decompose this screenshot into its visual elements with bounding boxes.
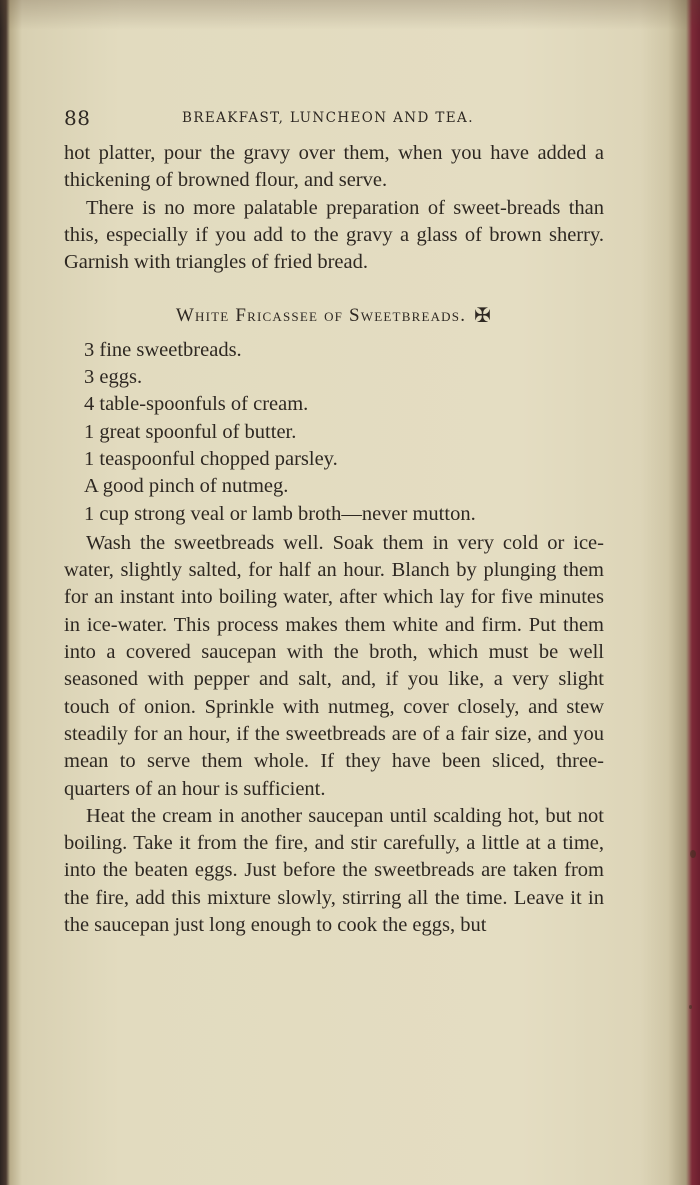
directions-paragraph: Heat the cream in another saucepan until scalding hot, but not boiling. Take it from the fire, and stir carefully, a little at a time, into the beaten eggs. Just before the sweetbreads are taken from the fire, add this mixture slowly, stirring all the time. Leave it in the saucepan just long enough to cook the eggs, but [64, 804, 604, 937]
recipe-title-text: White Fricassee of Sweetbreads. [175, 305, 467, 327]
ingredient-item: 3 fine sweetbreads. [84, 338, 242, 361]
book-page [64, 100, 604, 939]
ingredient-item: 1 teaspoonful chopped parsley. [84, 447, 338, 470]
ingredient-item: 1 great spoonful of butter. [84, 420, 297, 443]
ingredient-item: 3 eggs. [84, 366, 143, 389]
intro-paragraph: There is no more palatable preparation of sweet-breads than this, especially if you add to the gravy a glass of brown sherry. Garnish with triangles of fried bread. [64, 196, 604, 274]
recipe-directions [64, 530, 604, 939]
continuation-paragraph: hot platter, pour the gravy over them, when you have added a thickening of browned flour, and serve. [64, 142, 604, 192]
page-header [64, 100, 604, 140]
cross-mark-icon: ✠ [474, 305, 493, 328]
directions-paragraph: Wash the sweetbreads well. Soak them in very cold or ice-water, slightly salted, for half an hour. Blanch by plunging them for an instant into boiling water, after which lay for five minutes in ice-water. This process makes them white and firm. Put them into a covered saucepan with the broth, which must be well seasoned with pepper and salt, and, if you like, a very slight touch of onion. Sprinkle with nutmeg, cover closely, and stew steadily for an hour, if the sweetbreads are of a fair size, and you mean to serve them whole. If they have been sliced, three-quarters of an hour is sufficient. [64, 531, 604, 800]
ink-speck [689, 1005, 692, 1009]
recipe-title [64, 302, 604, 330]
running-head: BREAKFAST, LUNCHEON AND TEA. [182, 110, 474, 126]
page-body [64, 140, 604, 939]
ingredient-item: 4 table-spoonfuls of cream. [84, 393, 309, 416]
ingredient-item: A good pinch of nutmeg. [84, 475, 289, 498]
ink-speck [690, 850, 696, 858]
page-number: 88 [64, 106, 91, 130]
ingredient-list [84, 337, 604, 528]
page-top-shadow [0, 0, 700, 30]
ingredient-item: 1 cup strong veal or lamb broth—never mutton. [84, 502, 476, 525]
